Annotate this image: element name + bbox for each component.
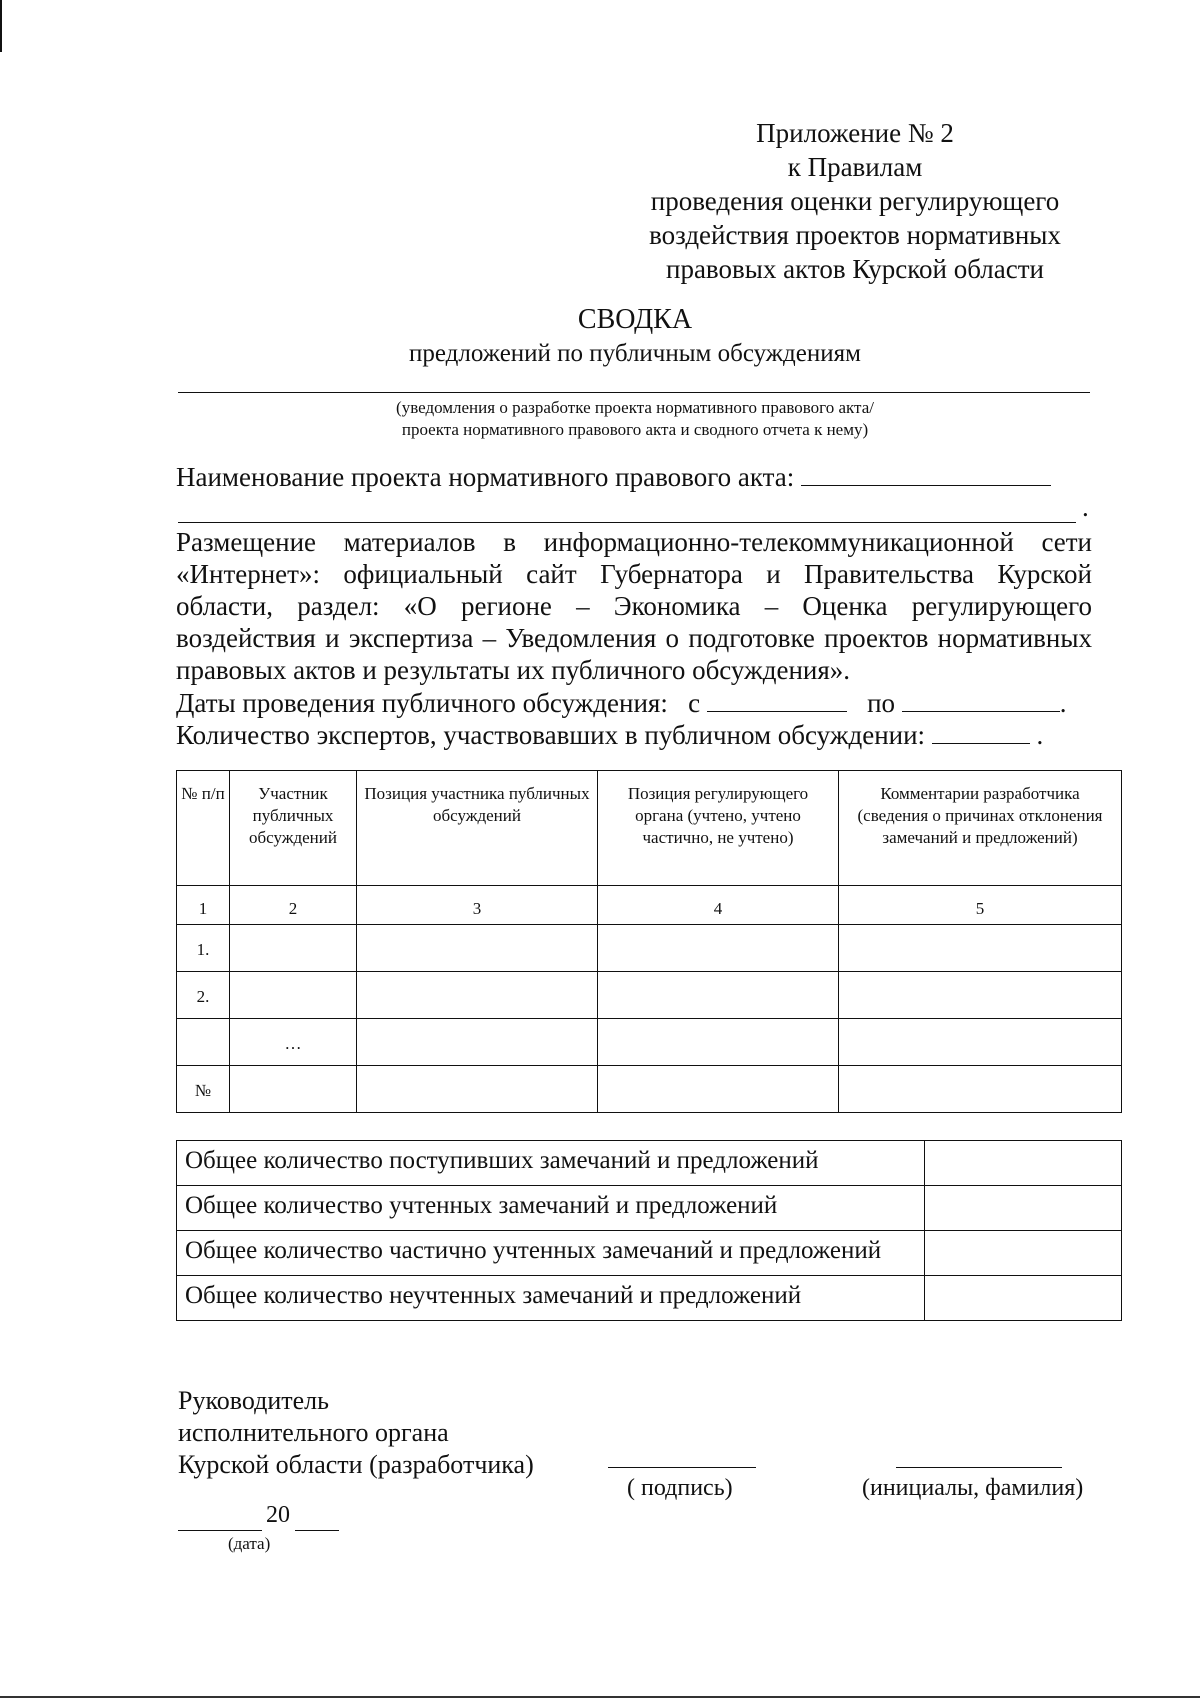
participant-cell[interactable] — [230, 1066, 357, 1113]
row-number-cell: № — [177, 1066, 230, 1113]
developer-comment-cell[interactable] — [839, 1066, 1122, 1113]
column-number: 1 — [177, 886, 230, 925]
summary-table — [176, 1140, 1122, 1321]
date-to-input-line[interactable] — [902, 689, 1060, 712]
summary-label: Общее количество частично учтенных замечаний и предложений — [177, 1231, 925, 1276]
experts-field — [176, 720, 1043, 751]
appendix-header — [620, 116, 1090, 286]
signature-input-line[interactable] — [608, 1467, 756, 1468]
regulator-position-cell[interactable] — [598, 1019, 839, 1066]
notice-caption-line: (уведомления о разработке проекта нормативного правового акта/ — [396, 398, 874, 417]
proposals-table — [176, 770, 1122, 1113]
notice-caption-line: проекта нормативного правового акта и сводного отчета к нему) — [401, 420, 869, 439]
developer-comment-cell[interactable] — [839, 925, 1122, 972]
row-number-cell: 1. — [177, 925, 230, 972]
scan-edge-bottom — [0, 1696, 1200, 1698]
dates-to-label: по — [867, 688, 896, 718]
project-name-input-line-2[interactable] — [178, 522, 1076, 523]
date-day-input-line[interactable] — [178, 1530, 262, 1531]
notice-caption — [175, 397, 1095, 441]
dates-label: Даты проведения публичного обсуждения: — [176, 688, 668, 718]
summary-label: Общее количество учтенных замечаний и предложений — [177, 1186, 925, 1231]
date-year-input-line[interactable] — [295, 1530, 339, 1531]
document-title: СВОДКА — [577, 304, 693, 335]
project-name-input-line[interactable] — [801, 463, 1051, 486]
document-subtitle: предложений по публичным обсуждениям — [409, 340, 861, 367]
header-regulator-position: Позиция регулирующего органа (учтено, учтено частично, не учтено) — [598, 771, 839, 886]
table-row — [177, 972, 1122, 1019]
summary-label: Общее количество поступивших замечаний и предложений — [177, 1141, 925, 1186]
table-row — [177, 1066, 1122, 1113]
summary-value-cell[interactable] — [925, 1231, 1122, 1276]
column-number: 3 — [357, 886, 598, 925]
name-input-line[interactable] — [896, 1467, 1062, 1468]
dates-field — [176, 688, 1067, 719]
participant-position-cell[interactable] — [357, 1019, 598, 1066]
appendix-line: правовых актов Курской области — [666, 254, 1044, 284]
date-from-input-line[interactable] — [707, 689, 847, 712]
signature-line-text: Руководитель — [178, 1386, 329, 1415]
signature-line-text: исполнительного органа — [178, 1418, 449, 1447]
table-header-row — [177, 771, 1122, 886]
regulator-position-cell[interactable] — [598, 972, 839, 1019]
experts-end: . — [1036, 720, 1044, 750]
dates-from-label: с — [688, 688, 701, 718]
date-caption: (дата) — [228, 1534, 271, 1553]
participant-position-cell[interactable] — [357, 972, 598, 1019]
regulator-position-cell[interactable] — [598, 1066, 839, 1113]
summary-row — [177, 1186, 1122, 1231]
participant-cell[interactable] — [230, 925, 357, 972]
developer-comment-cell[interactable] — [839, 972, 1122, 1019]
developer-comment-cell[interactable] — [839, 1019, 1122, 1066]
row-number-cell: 2. — [177, 972, 230, 1019]
summary-value-cell[interactable] — [925, 1186, 1122, 1231]
appendix-line: проведения оценки регулирующего — [650, 186, 1060, 216]
project-name-field — [176, 462, 1051, 493]
experts-label: Количество экспертов, участвовавших в публичном обсуждении: — [176, 720, 926, 750]
appendix-line: к Правилам — [787, 152, 923, 182]
signature-line-text: Курской области (разработчика) — [178, 1450, 534, 1479]
project-name-end: . — [1082, 492, 1089, 522]
summary-row — [177, 1231, 1122, 1276]
date-year-prefix: 20 — [266, 1502, 290, 1528]
regulator-position-cell[interactable] — [598, 925, 839, 972]
table-row — [177, 925, 1122, 972]
signature-block — [178, 1385, 534, 1481]
summary-value-cell[interactable] — [925, 1276, 1122, 1321]
header-participant-position: Позиция участника публичных обсуждений — [357, 771, 598, 886]
scan-edge-left — [0, 0, 2, 52]
column-number: 4 — [598, 886, 839, 925]
header-developer-comments: Комментарии разработчика (сведения о причинах отклонения замечаний и предложений) — [839, 771, 1122, 886]
column-number: 5 — [839, 886, 1122, 925]
project-name-label: Наименование проекта нормативного правового акта: — [176, 462, 795, 492]
summary-label: Общее количество неучтенных замечаний и предложений — [177, 1276, 925, 1321]
column-number: 2 — [230, 886, 357, 925]
placement-paragraph: Размещение материалов в информационно-телекоммуникационной сети «Интернет»: официальный сайт Губернатора и Правительства Курской области, раздел: «О регионе – Экономика – Оценка регулирующего воздействия и экспертиза – Уведомления о подготовке проектов нормативных правовых актов и результаты их публичного обсуждения». — [176, 527, 1092, 685]
header-number: № п/п — [177, 771, 230, 886]
summary-row — [177, 1276, 1122, 1321]
appendix-line: воздействия проектов нормативных — [649, 220, 1061, 250]
summary-value-cell[interactable] — [925, 1141, 1122, 1186]
header-participant: Участник публичных обсуждений — [230, 771, 357, 886]
name-caption: (инициалы, фамилия) — [862, 1475, 1084, 1501]
table-column-numbers-row — [177, 886, 1122, 925]
summary-row — [177, 1141, 1122, 1186]
row-number-cell — [177, 1019, 230, 1066]
participant-position-cell[interactable] — [357, 925, 598, 972]
participant-cell[interactable]: … — [230, 1019, 357, 1066]
dates-end: . — [1059, 688, 1067, 718]
experts-input-line[interactable] — [932, 721, 1030, 744]
notice-underline[interactable] — [178, 392, 1090, 393]
participant-position-cell[interactable] — [357, 1066, 598, 1113]
appendix-line: Приложение № 2 — [756, 118, 954, 148]
signature-caption: ( подпись) — [627, 1475, 733, 1501]
table-row — [177, 1019, 1122, 1066]
participant-cell[interactable] — [230, 972, 357, 1019]
